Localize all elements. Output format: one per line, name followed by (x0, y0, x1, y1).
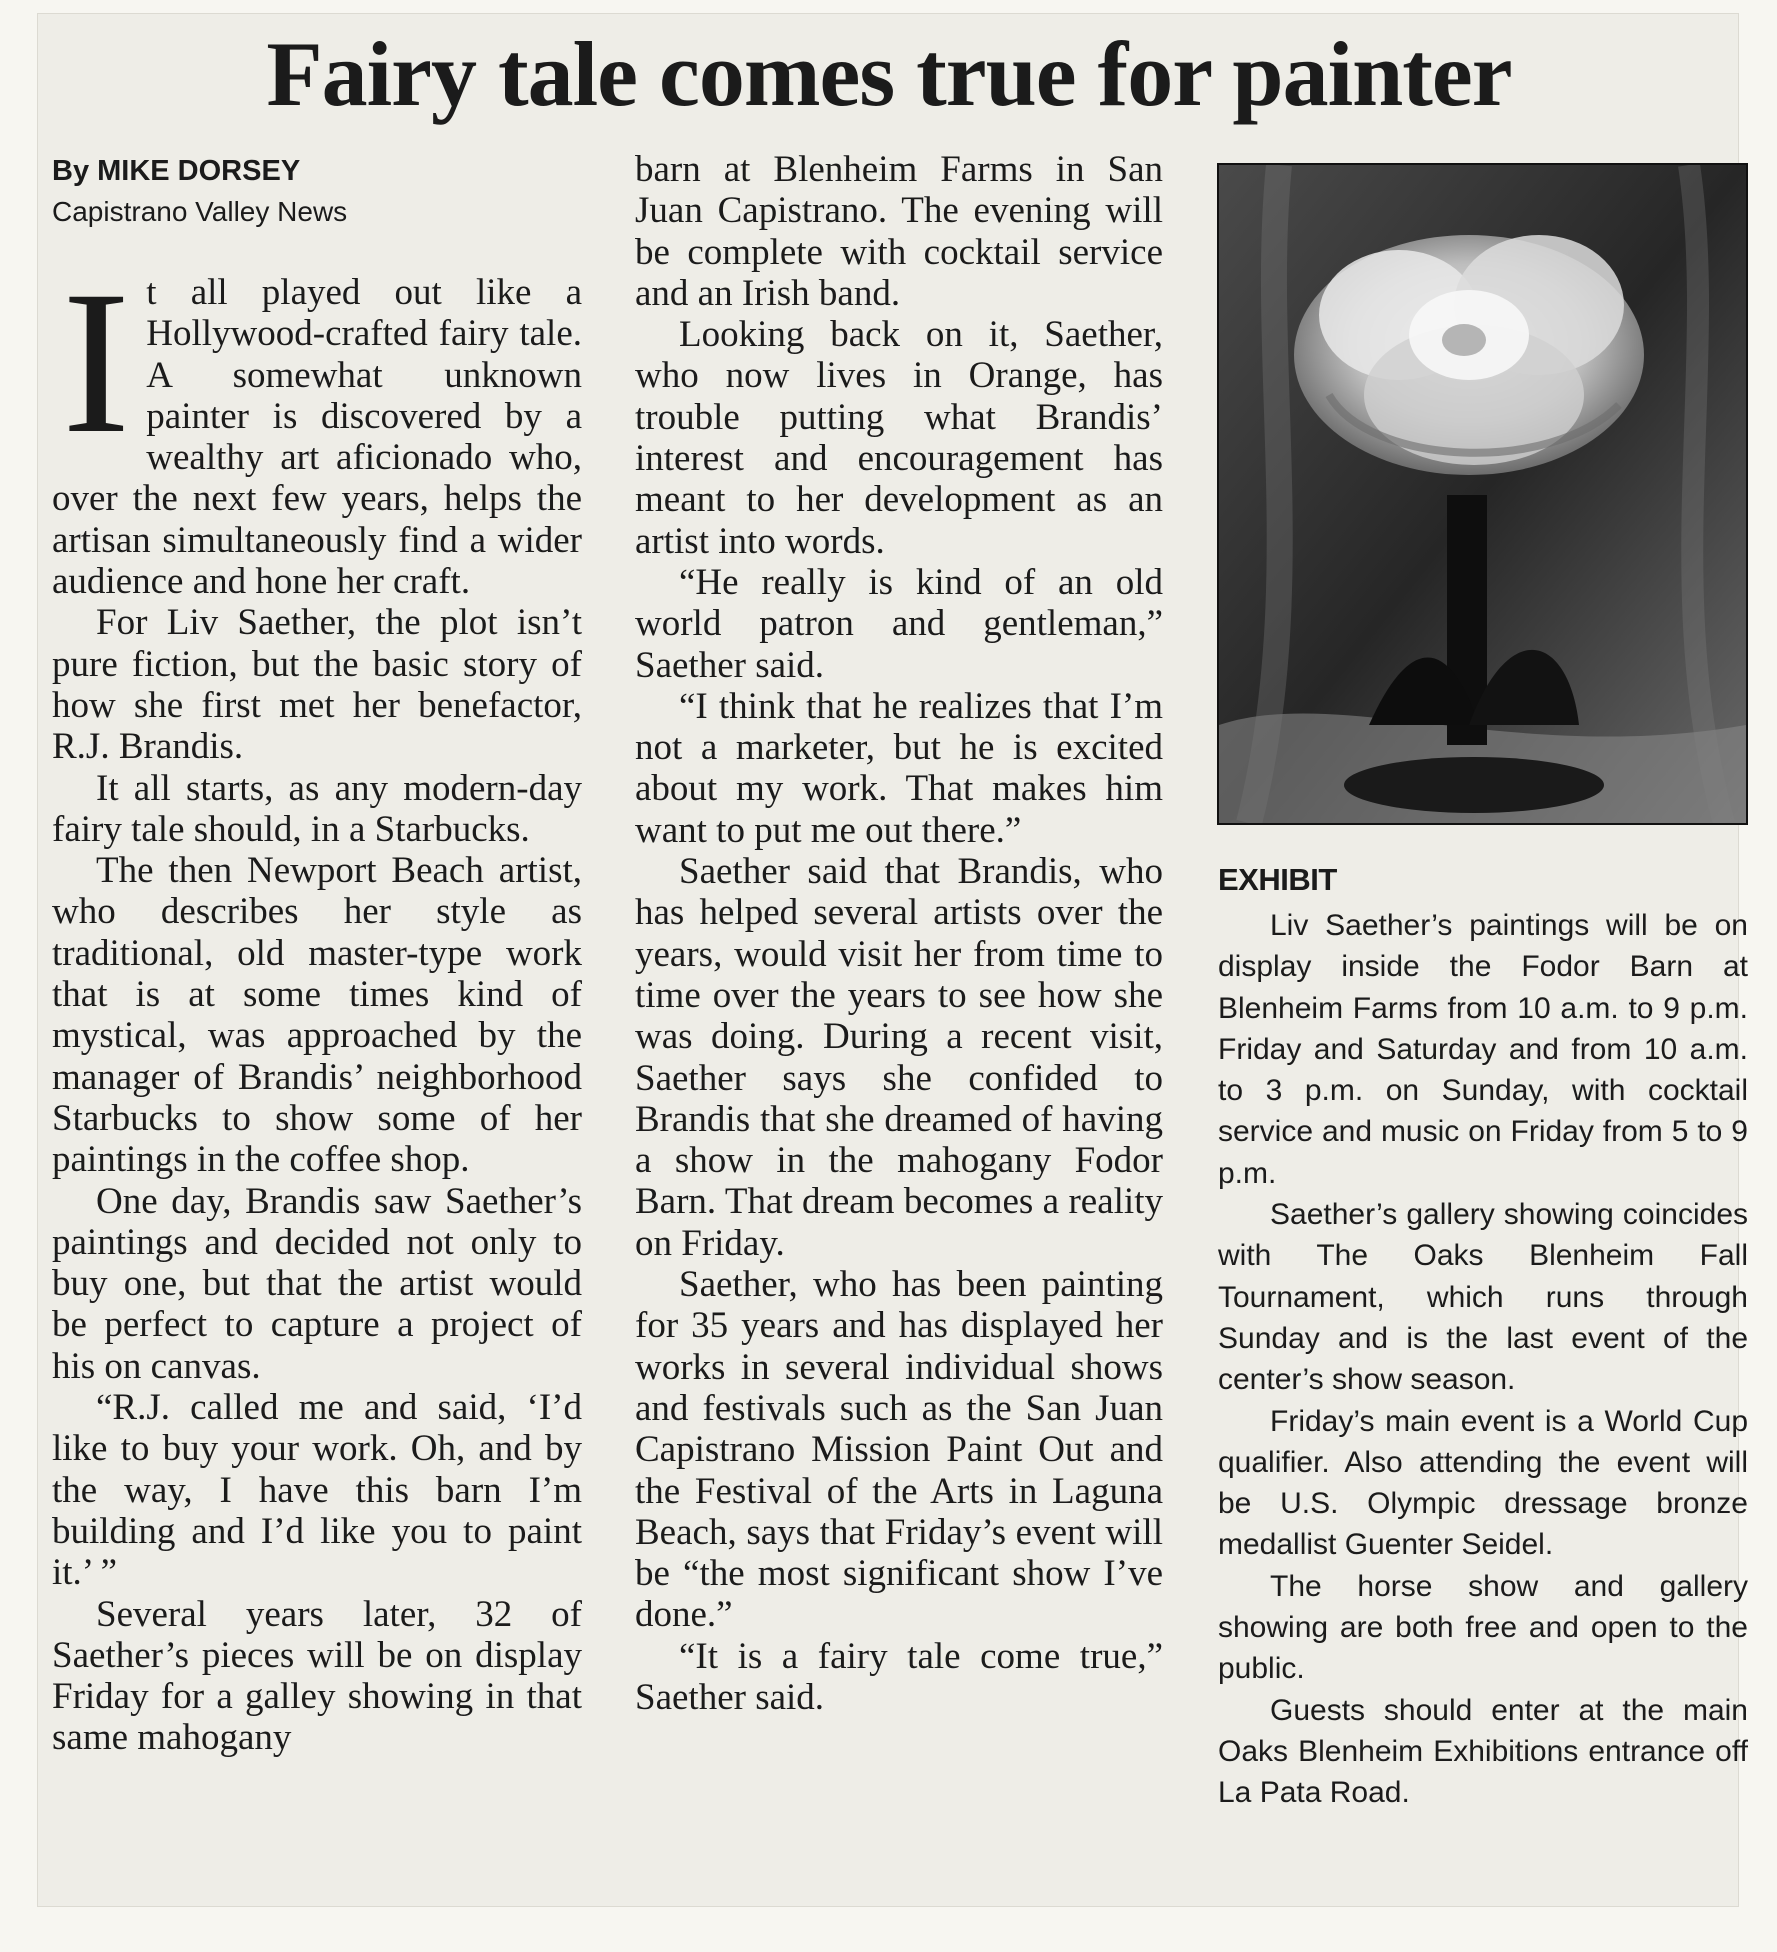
body-paragraph: It all starts, as any modern-day fairy tale should, in a Starbucks. (52, 767, 582, 850)
body-paragraph: Saether, who has been painting for 35 years and has displayed her works in several individual shows and festivals such as the San Juan Capistrano Mission Paint Out and the Festival of the Arts in Laguna Beach, says that Friday’s event will be “the most significant show I’ve done.” (635, 1264, 1163, 1636)
body-paragraph: Several years later, 32 of Saether’s pieces will be on display Friday for a galley showing in that same mahogany (52, 1593, 582, 1759)
drop-cap: I (62, 249, 131, 476)
sidebar-paragraph: The horse show and gallery showing are both free and open to the public. (1218, 1569, 1748, 1686)
body-paragraph: One day, Brandis saw Saether’s paintings and decided not only to buy one, but that the artist would be perfect to capture a project of his on canvas. (52, 1180, 582, 1387)
painting-photo (1217, 163, 1748, 825)
body-paragraph: Looking back on it, Saether, who now lives in Orange, has trouble putting what Brandis’ interest and encouragement has meant to her development as an artist into words. (635, 314, 1163, 562)
body-paragraph: “He really is kind of an old world patron and gentleman,” Saether said. (635, 561, 1163, 686)
lead-text: t all played out like a Hollywood-crafted fairy tale. A somewhat unknown painter is discovered by a wealthy art aficionado who, over the next few years, helps the artisan simultaneously find a wider audience and hone her craft. (52, 272, 582, 603)
sidebar-paragraph: Guests should enter at the main Oaks Blenheim Exhibitions entrance off La Pata Road. (1218, 1693, 1748, 1810)
exhibit-sidebar (1218, 905, 1748, 1814)
byline: By MIKE DORSEY (52, 155, 301, 187)
body-paragraph: For Liv Saether, the plot isn’t pure fiction, but the basic story of how she first met her benefactor, R.J. Brandis. (52, 602, 582, 768)
sidebar-heading: EXHIBIT (1218, 862, 1337, 897)
article-column-2 (635, 149, 1163, 1718)
body-paragraph: The then Newport Beach artist, who describes her style as traditional, old master-type work that is at some times kind of mystical, was approached by the manager of Brandis’ neighborhood Starbucks to show some of her paintings in the coffee shop. (52, 850, 582, 1181)
body-paragraph: “It is a fairy tale come true,” Saether said. (635, 1635, 1163, 1718)
body-paragraph: barn at Blenheim Farms in San Juan Capistrano. The evening will be complete with cocktail service and an Irish band. (635, 149, 1163, 314)
body-paragraph: Saether said that Brandis, who has helped several artists over the years, would visit her from time to time over the years to see how she was doing. During a recent visit, Saether says she confided to Brandis that she dreamed of having a show in the mahogany Fodor Barn. That dream becomes a reality on Friday. (635, 851, 1163, 1264)
flower-painting-image (1219, 165, 1746, 823)
body-paragraph: “I think that he realizes that I’m not a marketer, but he is excited about my work. That makes him want to put me out there.” (635, 685, 1163, 851)
sidebar-paragraph: Liv Saether’s paintings will be on display inside the Fodor Barn at Blenheim Farms from 10 a.m. to 9 p.m. Friday and Saturday and from 10 a.m. to 3 p.m. on Sunday, with cocktail service and music on Friday from 5 to 9 p.m. (1218, 909, 1748, 1190)
lead-paragraph (52, 249, 582, 603)
headline: Fairy tale comes true for painter (266, 23, 1512, 125)
publication-name: Capistrano Valley News (52, 196, 348, 227)
sidebar-paragraph: Saether’s gallery showing coincides with The Oaks Blenheim Fall Tournament, which runs through Sunday and is the last event of the center’s show season. (1218, 1198, 1748, 1397)
article-column-1 (52, 249, 582, 1759)
sidebar-paragraph: Friday’s main event is a World Cup qualifier. Also attending the event will be U.S. Olympic dressage bronze medallist Guenter Seidel. (1218, 1404, 1748, 1562)
body-paragraph: “R.J. called me and said, ‘I’d like to buy your work. Oh, and by the way, I have this barn I’m building and I’d like you to paint it.’ ” (52, 1387, 582, 1594)
